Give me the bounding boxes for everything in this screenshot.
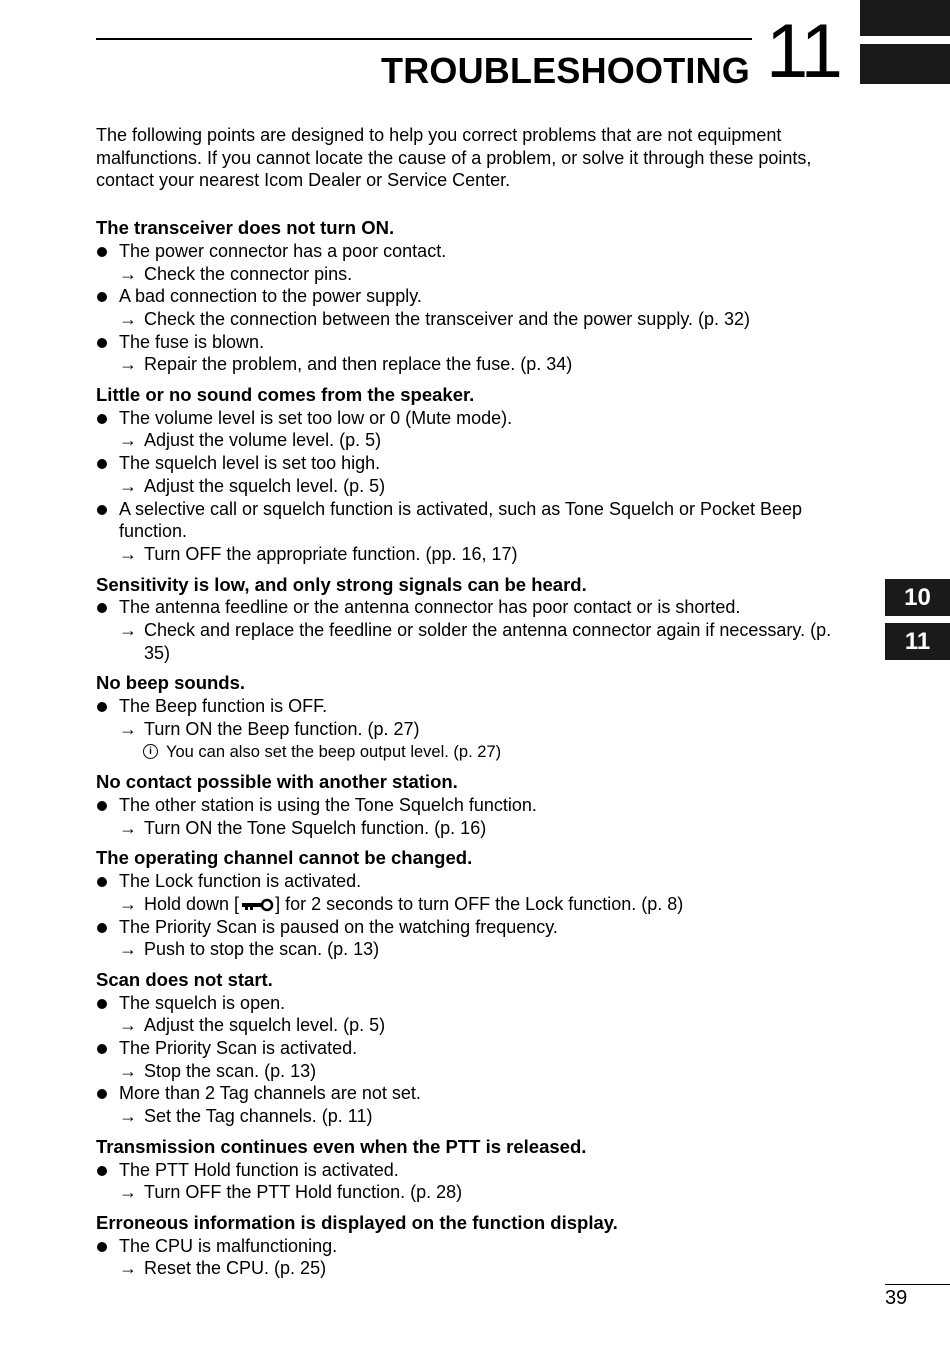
fix-line [96,817,861,840]
section [96,384,861,566]
bullet-icon [97,801,107,811]
chapter-tab-10[interactable]: 10 [885,579,950,616]
fix-line [96,1060,861,1083]
fix-text: Reset the CPU. (p. 25) [144,1258,327,1279]
arrow-icon: → [119,430,137,451]
arrow-icon: → [119,620,137,641]
fix-text: Check and replace the feedline or solder the antenna connector again if necessary. (p. 35) [144,620,832,663]
arrow-icon: → [119,354,137,375]
fix-text: Set the Tag channels. (p. 11) [144,1106,373,1127]
section [96,672,861,763]
problem-text: The CPU is malfunctioning. [119,1235,338,1256]
fix-line [96,1014,861,1037]
section-title: Transmission continues even when the PTT is released. [96,1135,587,1157]
section-title: The operating channel cannot be changed. [96,847,473,869]
problem-text: The squelch level is set too high. [119,453,381,474]
section [96,847,861,961]
problem-text: The Lock function is activated. [119,871,362,892]
arrow-icon: → [119,308,137,329]
list-item [96,407,861,430]
fix-line [96,1257,861,1280]
list-item [96,992,861,1015]
section-title: No contact possible with another station. [96,771,458,793]
bullet-icon [97,877,107,887]
problem-text: The squelch is open. [119,992,286,1013]
list-item [96,285,861,308]
problem-text: A bad connection to the power supply. [119,286,422,307]
intro-paragraph: The following points are designed to help you correct problems that are not equipment malfunctions. If you cannot locate the cause of a problem, or solve it through these points, contact your nearest Icom Dealer or Service Center. [96,125,812,191]
page-number: 39 [885,1287,908,1309]
arrow-icon: → [119,1182,137,1203]
list-item [96,870,861,893]
fix-line [96,308,861,331]
fix-text: Adjust the squelch level. (p. 5) [144,1015,386,1036]
list-item [96,794,861,817]
section [96,217,861,376]
problem-text: The volume level is set too low or 0 (Mute mode). [119,407,513,428]
arrow-icon: → [119,1060,137,1081]
fix-line [96,718,861,741]
chapter-title: TROUBLESHOOTING [381,50,750,91]
fix-line [96,543,861,566]
problem-text: The Priority Scan is paused on the watching frequency. [119,916,558,937]
list-item [96,1082,861,1105]
arrow-icon: → [119,475,137,496]
fix-text-start: Hold down [ [144,893,240,914]
fix-line [96,893,861,916]
corner-block [860,0,950,36]
bullet-icon [97,338,107,348]
arrow-icon: → [119,939,137,960]
corner-block [860,44,950,84]
list-item [96,596,861,619]
main-content [96,124,861,1288]
bullet-icon [97,999,107,1009]
fix-text: Stop the scan. (p. 13) [144,1060,317,1081]
list-item [96,1037,861,1060]
chapter-tab-11[interactable]: 11 [885,623,950,660]
fix-text: Turn ON the Tone Squelch function. (p. 16) [144,817,487,838]
fix-text: Check the connector pins. [144,263,353,284]
bullet-icon [97,1044,107,1054]
info-icon: i [143,744,158,759]
fix-text: Turn ON the Beep function. (p. 27) [144,718,420,739]
problem-text: The other station is using the Tone Squelch function. [119,794,537,815]
bullet-icon [97,1242,107,1252]
arrow-icon: → [119,1106,137,1127]
bullet-icon [97,1089,107,1099]
fix-text: Adjust the volume level. (p. 5) [144,430,382,451]
section [96,771,861,839]
fix-line [96,938,861,961]
problem-text: A selective call or squelch function is activated, such as Tone Squelch or Pocket Beep function. [119,498,803,542]
fix-line [96,1181,861,1204]
list-item [96,498,861,543]
section-title: The transceiver does not turn ON. [96,217,395,239]
bullet-icon [97,414,107,424]
section-title: Little or no sound comes from the speaker. [96,384,475,406]
section [96,1136,861,1204]
bullet-icon [97,702,107,712]
fix-text: Push to stop the scan. (p. 13) [144,939,380,960]
fix-text [144,893,683,916]
problem-text: The fuse is blown. [119,331,265,352]
bullet-icon [97,247,107,257]
arrow-icon: → [119,543,137,564]
problem-text: The Beep function is OFF. [119,696,328,717]
key-icon [240,898,274,912]
chapter-number: 11 [766,9,841,94]
arrow-icon: → [119,718,137,739]
section [96,574,861,665]
problem-text: The power connector has a poor contact. [119,240,447,261]
bullet-icon [97,505,107,515]
arrow-icon: → [119,263,137,284]
arrow-icon: → [119,893,137,914]
fix-line [96,263,861,286]
list-item [96,695,861,718]
fix-line [96,619,861,664]
fix-line [96,475,861,498]
fix-text: Adjust the squelch level. (p. 5) [144,475,386,496]
arrow-icon: → [119,817,137,838]
section-title: Erroneous information is displayed on the function display. [96,1211,618,1233]
fix-text: Turn OFF the appropriate function. (pp. 16, 17) [144,543,518,564]
list-item [96,916,861,939]
section [96,969,861,1128]
bullet-icon [97,459,107,469]
problem-text: The PTT Hold function is activated. [119,1159,399,1180]
fix-text: Turn OFF the PTT Hold function. (p. 28) [144,1182,463,1203]
footer-rule [885,1284,950,1285]
list-item [96,331,861,354]
problem-text: The antenna feedline or the antenna connector has poor contact or is shorted. [119,597,741,618]
section [96,1212,861,1280]
arrow-icon: → [119,1258,137,1279]
section-title: Sensitivity is low, and only strong signals can be heard. [96,573,587,595]
bullet-icon [97,1166,107,1176]
fix-text: Repair the problem, and then replace the fuse. (p. 34) [144,354,573,375]
bullet-icon [97,292,107,302]
note-line [96,741,861,764]
arrow-icon: → [119,1015,137,1036]
note-text: You can also set the beep output level. (p. 27) [166,742,502,761]
section-title: Scan does not start. [96,968,273,990]
list-item [96,1235,861,1258]
list-item [96,1159,861,1182]
section-title: No beep sounds. [96,672,246,694]
problem-text: The Priority Scan is activated. [119,1038,358,1059]
bullet-icon [97,923,107,933]
fix-line [96,353,861,376]
list-item [96,240,861,263]
header-rule [96,38,752,40]
fix-text-end: ] for 2 seconds to turn OFF the Lock function. (p. 8) [275,893,684,914]
fix-line [96,429,861,452]
bullet-icon [97,603,107,613]
fix-line [96,1105,861,1128]
problem-text: More than 2 Tag channels are not set. [119,1083,421,1104]
fix-text: Check the connection between the transceiver and the power supply. (p. 32) [144,308,751,329]
list-item [96,452,861,475]
